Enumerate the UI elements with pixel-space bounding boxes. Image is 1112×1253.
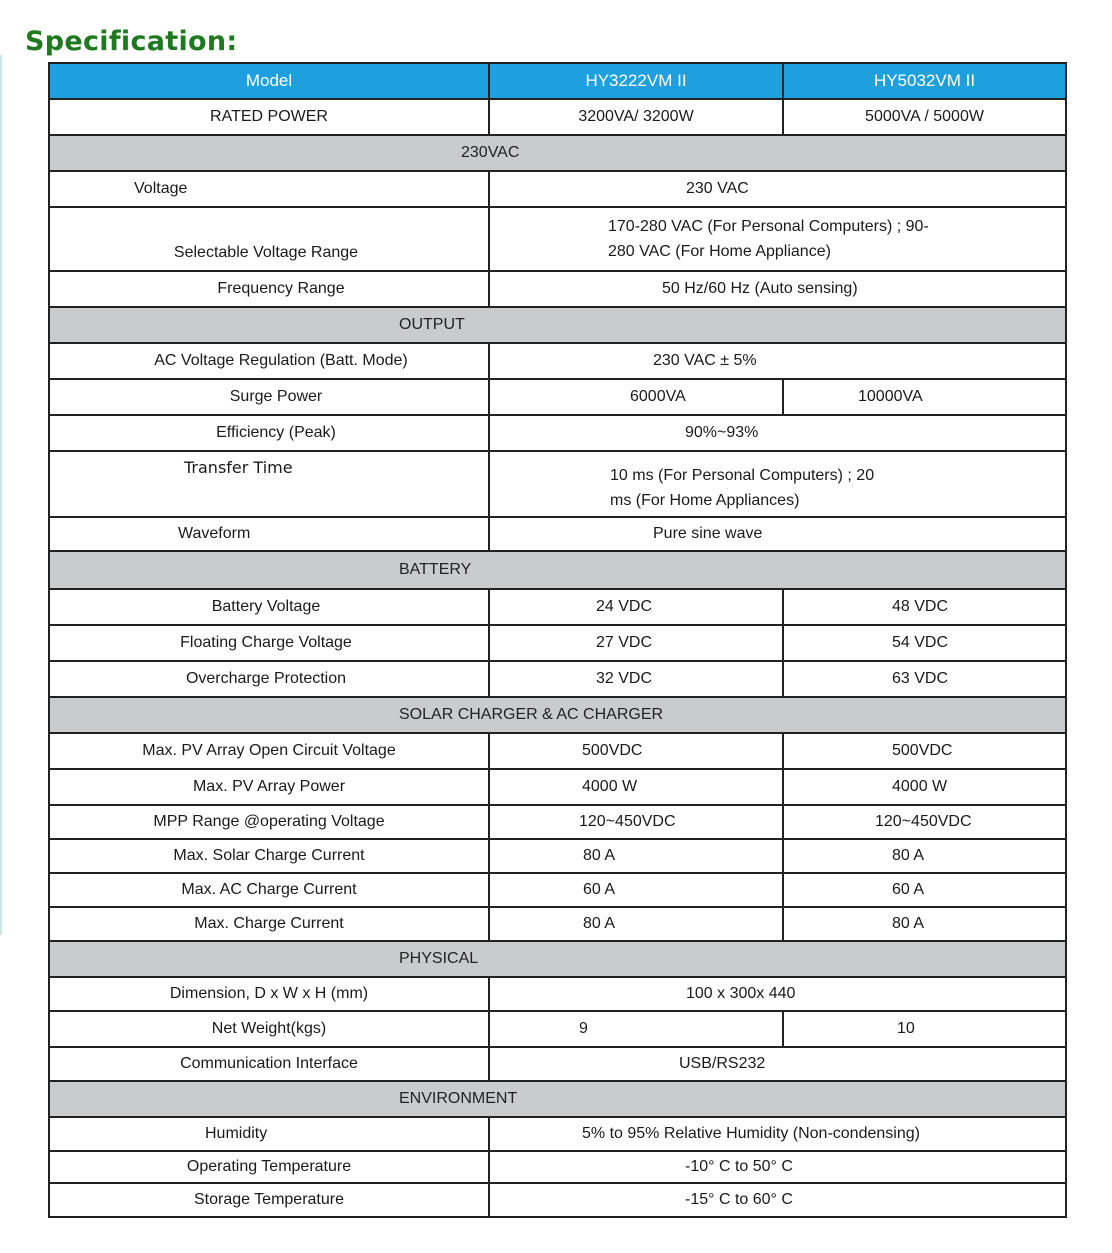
- section-row: [49, 1081, 1066, 1117]
- row-value-1: 3200VA/ 3200W: [489, 99, 783, 135]
- specification-table: [48, 62, 1067, 1218]
- row-value-1: 24 VDC: [489, 589, 783, 625]
- row-label: Transfer Time: [49, 451, 489, 517]
- table-row: [49, 379, 1066, 415]
- row-label: Efficiency (Peak): [49, 415, 489, 451]
- value-line: 280 VAC (For Home Appliance): [608, 243, 831, 260]
- section-row: [49, 551, 1066, 589]
- row-value-1: 80 A: [489, 907, 783, 941]
- row-value-2: 80 A: [783, 907, 1066, 941]
- section-row: [49, 135, 1066, 171]
- row-value-2: 10000VA: [783, 379, 1066, 415]
- value-line: ms (For Home Appliances): [610, 492, 800, 509]
- row-label: RATED POWER: [49, 99, 489, 135]
- row-label: Waveform: [49, 517, 489, 551]
- table-row: [49, 451, 1066, 517]
- header-row: [49, 63, 1066, 99]
- row-label: Max. Solar Charge Current: [49, 839, 489, 873]
- row-label: Frequency Range: [49, 271, 489, 307]
- row-label: Max. PV Array Power: [49, 769, 489, 805]
- table-row: [49, 589, 1066, 625]
- section-row: [49, 941, 1066, 977]
- section-heading: OUTPUT: [49, 307, 1066, 343]
- left-edge-line: [0, 55, 2, 935]
- row-value-1: 27 VDC: [489, 625, 783, 661]
- section-heading: SOLAR CHARGER & AC CHARGER: [49, 697, 1066, 733]
- table-row: [49, 1117, 1066, 1151]
- row-value-1: 4000 W: [489, 769, 783, 805]
- row-value: 230 VAC ± 5%: [489, 343, 1066, 379]
- header-model-2: HY5032VM II: [783, 63, 1066, 99]
- section-row: [49, 307, 1066, 343]
- row-value: Pure sine wave: [489, 517, 1066, 551]
- row-label: Surge Power: [49, 379, 489, 415]
- row-value-2: 10: [783, 1011, 1066, 1047]
- section-heading: BATTERY: [49, 551, 1066, 589]
- row-value: 5% to 95% Relative Humidity (Non-condensing): [489, 1117, 1066, 1151]
- row-value-2: 48 VDC: [783, 589, 1066, 625]
- row-label: Dimension, D x W x H (mm): [49, 977, 489, 1011]
- row-label: Selectable Voltage Range: [49, 207, 489, 271]
- table-row: [49, 1047, 1066, 1081]
- table-row: [49, 517, 1066, 551]
- row-value-2: 500VDC: [783, 733, 1066, 769]
- row-value: [489, 451, 1066, 517]
- row-value-1: 32 VDC: [489, 661, 783, 697]
- row-value: 90%~93%: [489, 415, 1066, 451]
- table-row: [49, 661, 1066, 697]
- page-title: Specification:: [25, 26, 238, 57]
- table-row: [49, 907, 1066, 941]
- row-value-2: 4000 W: [783, 769, 1066, 805]
- row-label: AC Voltage Regulation (Batt. Mode): [49, 343, 489, 379]
- table-row: [49, 625, 1066, 661]
- table-row: [49, 839, 1066, 873]
- row-label: Voltage: [49, 171, 489, 207]
- row-value-2: 120~450VDC: [783, 805, 1066, 839]
- table-row: [49, 343, 1066, 379]
- row-value-2: 63 VDC: [783, 661, 1066, 697]
- row-label: Max. AC Charge Current: [49, 873, 489, 907]
- header-model: Model: [49, 63, 489, 99]
- table-row: [49, 805, 1066, 839]
- table-row: [49, 99, 1066, 135]
- section-heading: PHYSICAL: [49, 941, 1066, 977]
- row-value: 100 x 300x 440: [489, 977, 1066, 1011]
- row-value-1: 6000VA: [489, 379, 783, 415]
- row-value: 50 Hz/60 Hz (Auto sensing): [489, 271, 1066, 307]
- table-row: [49, 271, 1066, 307]
- row-label: Overcharge Protection: [49, 661, 489, 697]
- row-value-2: 54 VDC: [783, 625, 1066, 661]
- value-line: 170-280 VAC (For Personal Computers) ; 90-: [608, 218, 929, 235]
- row-label: Net Weight(kgs): [49, 1011, 489, 1047]
- row-value: [489, 207, 1066, 271]
- section-row: [49, 697, 1066, 733]
- row-value: 230 VAC: [489, 171, 1066, 207]
- row-value-2: 5000VA / 5000W: [783, 99, 1066, 135]
- row-label: Humidity: [49, 1117, 489, 1151]
- value-line: 10 ms (For Personal Computers) ; 20: [610, 467, 875, 484]
- table-row: [49, 207, 1066, 271]
- section-heading: 230VAC: [49, 135, 1066, 171]
- row-value-1: 60 A: [489, 873, 783, 907]
- row-label: Operating Temperature: [49, 1151, 489, 1183]
- table-row: [49, 733, 1066, 769]
- row-value-1: 500VDC: [489, 733, 783, 769]
- table-row: [49, 977, 1066, 1011]
- row-label: Max. PV Array Open Circuit Voltage: [49, 733, 489, 769]
- row-label: Battery Voltage: [49, 589, 489, 625]
- row-value-1: 9: [489, 1011, 783, 1047]
- row-label: MPP Range @operating Voltage: [49, 805, 489, 839]
- table-row: [49, 1011, 1066, 1047]
- table-row: [49, 415, 1066, 451]
- row-value-2: 80 A: [783, 839, 1066, 873]
- row-value: -10° C to 50° C: [489, 1151, 1066, 1183]
- table-row: [49, 873, 1066, 907]
- row-label: Floating Charge Voltage: [49, 625, 489, 661]
- table-row: [49, 171, 1066, 207]
- row-label: Max. Charge Current: [49, 907, 489, 941]
- table-row: [49, 1183, 1066, 1217]
- table-row: [49, 1151, 1066, 1183]
- header-model-1: HY3222VM II: [489, 63, 783, 99]
- row-value-2: 60 A: [783, 873, 1066, 907]
- row-value: -15° C to 60° C: [489, 1183, 1066, 1217]
- row-label: Storage Temperature: [49, 1183, 489, 1217]
- row-value-1: 80 A: [489, 839, 783, 873]
- section-heading: ENVIRONMENT: [49, 1081, 1066, 1117]
- table-row: [49, 769, 1066, 805]
- row-label: Communication Interface: [49, 1047, 489, 1081]
- row-value: USB/RS232: [489, 1047, 1066, 1081]
- row-value-1: 120~450VDC: [489, 805, 783, 839]
